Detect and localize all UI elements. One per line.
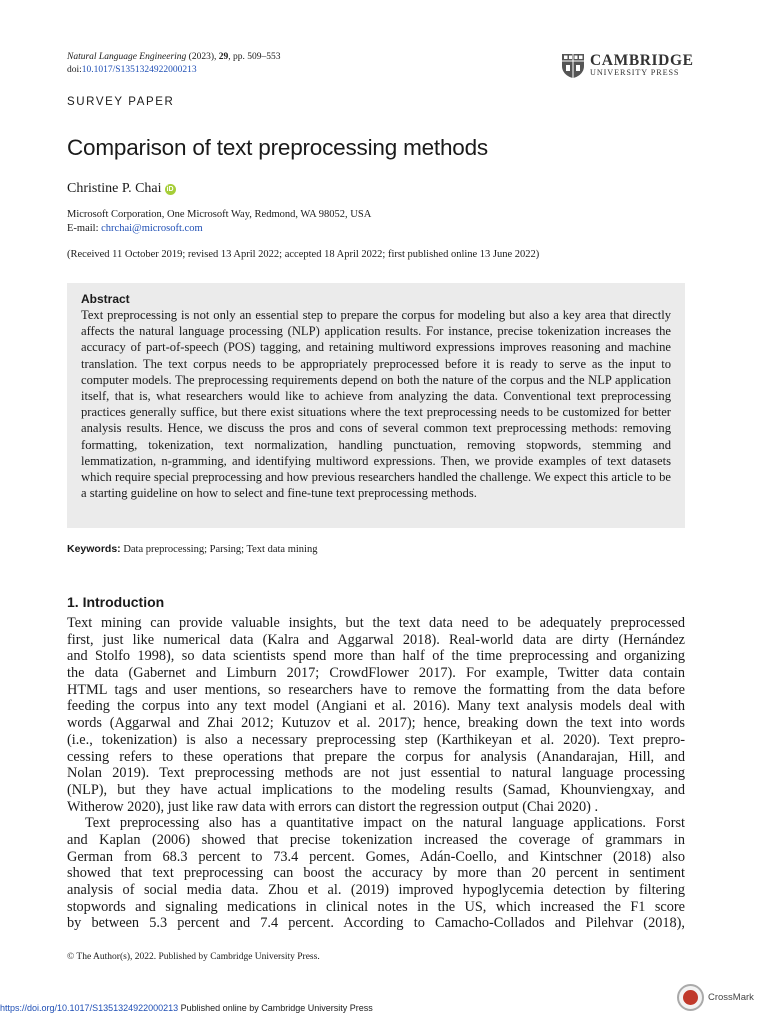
publisher-name: CAMBRIDGE — [590, 52, 694, 69]
body-line: by between 5.3 percent and 7.4 percent. According to Camacho-Collados and Pilehvar (2018), — [67, 915, 685, 932]
body-line: showed that text preprocessing can boost the accuracy by more than 20 percent in sentiment — [67, 865, 685, 882]
journal-name: Natural Language Engineering — [67, 52, 187, 62]
footer-doi-link[interactable]: https://doi.org/10.1017/S1351324922000213 — [0, 1003, 179, 1013]
body-line: HTML tags and user mentions, so researchers have to remove the formatting from the data before — [67, 681, 685, 698]
page-footer — [0, 1003, 373, 1013]
body-line: first, just like numerical data (Kalra and Aggarwal 2018). Real-world data are dirty (Hernández — [67, 631, 685, 648]
journal-citation — [67, 51, 280, 77]
body-line: analysis of social media data. Zhou et al. (2019) improved hypoglycemia detection by filtering — [67, 882, 685, 898]
publisher-logo — [561, 53, 694, 79]
crossmark-button[interactable] — [677, 984, 754, 1011]
citation-volume: 29 — [218, 52, 229, 62]
keywords — [67, 543, 317, 555]
body-line: (i.e., tokenization) is also a necessary preprocessing step (Karthikeyan et al. 2020). Text prepro- — [67, 731, 685, 748]
citation-year: (2023), — [186, 52, 219, 62]
body-line: Nolan 2019). Text preprocessing methods are not just essential to natural language processing — [67, 765, 685, 782]
keywords-text: Data preprocessing; Parsing; Text data mining — [123, 544, 318, 555]
citation-pages: , pp. 509–553 — [228, 52, 281, 62]
author-name: Christine P. Chai — [67, 181, 162, 196]
publication-dates: (Received 11 October 2019; revised 13 April 2022; accepted 18 April 2022; first published online 13 June 2022) — [67, 249, 540, 260]
publisher-subname: UNIVERSITY PRESS — [590, 68, 680, 77]
author-line — [67, 181, 176, 197]
body-line: cessing refers to these operations that prepare the corpus for analysis (Anandarajan, Hill, and — [67, 748, 685, 765]
article-type: SURVEY PAPER — [67, 96, 175, 108]
body-line: Witherow 2020), just like raw data with errors can distort the regression output (Chai 2020) . — [67, 798, 599, 815]
body-line: Text mining can provide valuable insights, but the text data need to be adequately preprocessed — [67, 615, 685, 631]
crossmark-icon — [677, 984, 704, 1011]
body-line: feeding the corpus into any text model (Angiani et al. 2016). Many text analysis models deal with — [67, 698, 685, 715]
cambridge-shield-icon — [561, 53, 585, 79]
doi-link[interactable]: 10.1017/S1351324922000213 — [81, 65, 197, 75]
doi-prefix: doi: — [67, 65, 82, 75]
body-line: and Kaplan (2006) showed that precise tokenization increased the coverage of grammars in — [67, 831, 685, 848]
body-line: Text preprocessing also has a quantitative impact on the natural language applications. Forst — [85, 815, 685, 832]
abstract-text: Text preprocessing is not only an essential step to prepare the corpus for modeling but also a key area that directly affects the natural language processing (NLP) application results. For instance, precise tokenization increases the accuracy of part-of-speech (POS) tagging, and retaining multiword expressions improves reasoning and machine translation. The text corpus needs to be appropriately preprocessed before it is ready to serve as the input to computer models. The preprocessing requirements depend on both the nature of the corpus and the NLP application itself, that is, what researchers would like to achieve from analyzing the data. Conventional text preprocessing practices generally suffice, but there exist situations where the text preprocessing needs to be customized for better analysis results. Hence, we discuss the pros and cons of several common text preprocessing methods: removing formatting, tokenization, text normalization, handling punctuation, removing stopwords, stemming and lemmatization, n-gramming, and identifying multiword expressions. Then, we provide examples of text datasets which require special preprocessing and how previous researchers handled the challenge. We expect this article to be a starting guideline on how to select and fine-tune text preprocessing methods. — [81, 308, 671, 501]
body-text — [67, 615, 685, 932]
body-line: German from 68.3 percent to 73.4 percent. Gomes, Adán-Coello, and Kintschner (2018) also — [67, 848, 685, 865]
abstract-heading: Abstract — [81, 292, 130, 306]
email-label: E-mail: — [67, 223, 102, 234]
email-link[interactable]: chrchai@microsoft.com — [101, 223, 203, 234]
abstract-box — [67, 283, 685, 528]
affiliation-org: Microsoft Corporation, One Microsoft Way, Redmond, WA 98052, USA — [67, 209, 372, 220]
body-line: stopwords and signaling medications in clinical notes in the US, which increased the F1 score — [67, 898, 685, 915]
orcid-icon[interactable]: iD — [166, 185, 174, 193]
body-line: the data (Gabernet and Limburn 2017; CrowdFlower 2017). For example, Twitter data contain — [67, 665, 685, 682]
article-title: Comparison of text preprocessing methods — [67, 135, 488, 160]
body-line: (NLP), but they have actual implications to the modeling results (Samad, Khounviengxay, and — [67, 781, 685, 798]
body-line: and Stolfo 1998), so data scientists spend more than half of the time preprocessing and organizing — [67, 648, 685, 665]
keywords-label: Keywords: — [67, 543, 121, 555]
crossmark-label: CrossMark — [708, 992, 754, 1003]
footer-published: Published online by Cambridge University Press — [178, 1003, 373, 1013]
copyright-notice: © The Author(s), 2022. Published by Cambridge University Press. — [67, 952, 320, 962]
affiliation — [67, 208, 371, 236]
body-line: words (Aggarwal and Zhai 2012; Kutuzov et al. 2017); hence, breaking down the text into words — [67, 715, 685, 732]
section-heading: 1. Introduction — [67, 594, 165, 610]
